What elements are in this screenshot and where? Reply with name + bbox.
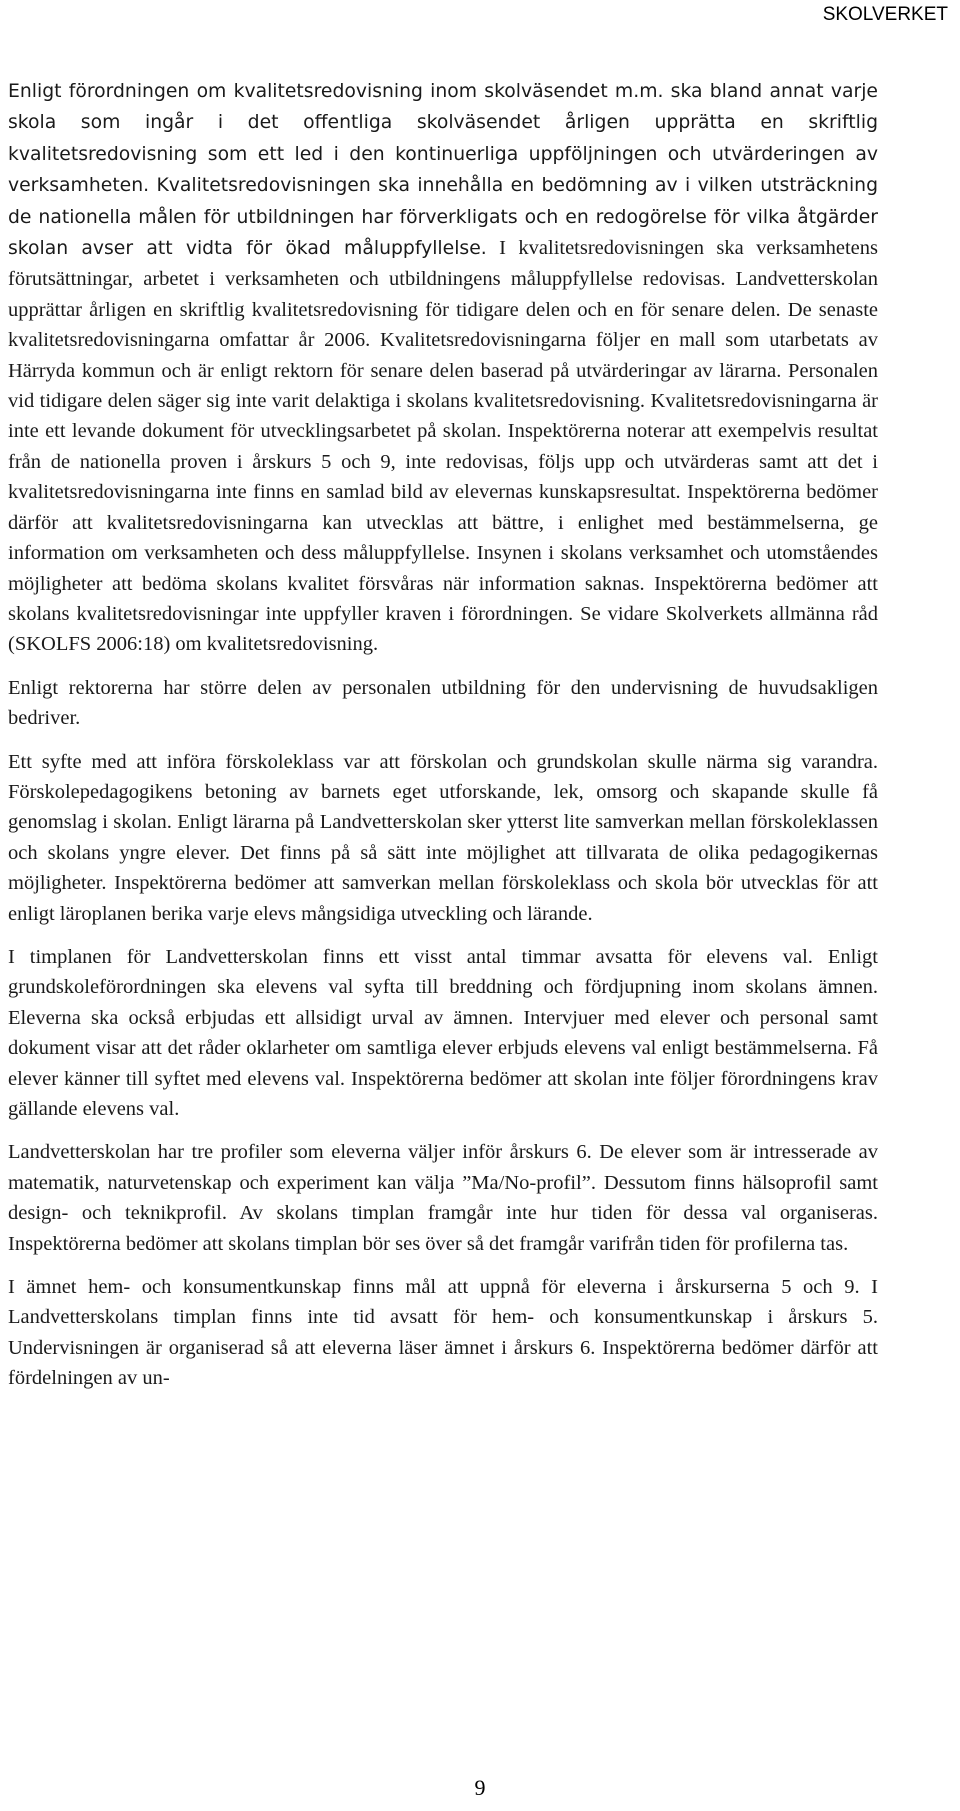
paragraph-quality-reporting-sans-part: Enligt förordningen om kvalitetsredovisning inom skolväsendet m.m. ska bland annat varje skola som ingår i det offentliga skolväsendet årligen upprätta en skriftlig kvalitetsredovisning som ett led i den kontinuerliga uppföljningen och utvärderingen av verksamheten. Kvalitetsredovisningen ska innehålla en bedömning av i vilken utsträckning de nationella målen för utbildningen har förverkligats och en redogörelse för vilka åtgärder skolan avser att vidta för ökad måluppfyllelse. xyxy=(8,81,878,260)
paragraph-preschool-class: Ett syfte med att införa förskoleklass var att förskolan och grundskolan skulle närma sig varandra. Förskolepedagogikens betoning av barnets eget utforskande, lek, omsorg och skapande skulle få genomslag i skolan. Enligt lärarna på Landvetterskolan sker ytterst lite samverkan mellan förskoleklassen och skolans yngre elever. Det finns på så sätt inte möjlighet att tillvarata de olika pedagogikernas möjligheter. Inspektörerna bedömer att samverkan mellan förskoleklass och skola bör utvecklas för att enligt läroplanen berika varje elevs mångsidiga utveckling och lärande. xyxy=(8,750,878,925)
paragraph-profiles: Landvetterskolan har tre profiler som eleverna väljer inför årskurs 6. De elever som är intresserade av matematik, naturvetenskap och experiment kan välja ”Ma/No-profil”. Dessutom finns hälsoprofil samt design- och teknikprofil. Av skolans timplan framgår inte hur tiden för dessa val organiseras. Inspektörerna bedömer att skolans timplan bör ses över så det framgår varifrån tiden för profilerna tas. xyxy=(8,1141,878,1255)
paragraph-home-economics: I ämnet hem- och konsumentkunskap finns mål att uppnå för eleverna i årskurserna 5 och 9. I Landvetterskolans timplan finns inte tid avsatt för hem- och konsumentkunskap i årskurs 5. Undervisningen är organiserad så att eleverna läser ämnet i årskurs 6. Inspektörerna bedömer därför att fördelningen av un- xyxy=(8,1276,878,1390)
page-number: 9 xyxy=(474,1775,486,1800)
header-label: SKOLVERKET xyxy=(822,4,948,25)
paragraph-staff-education: Enligt rektorerna har större delen av personalen utbildning för den undervisning de huvudsakligen bedriver. xyxy=(8,676,878,730)
paragraph-quality-reporting xyxy=(8,76,878,660)
paragraph-student-choice: I timplanen för Landvetterskolan finns ett visst antal timmar avsatta för elevens val. Enligt grundskoleförordningen ska elevens val syfta till breddning och fördjupning inom skolans ämnen. Eleverna ska också erbjudas ett allsidigt urval av ämnen. Intervjuer med elever och personal samt dokument visar att det råder oklarheter om samtliga elever erbjuds elevens val enligt bestämmelserna. Få elever känner till syftet med elevens val. Inspektörerna bedömer att skolan inte följer förordningens krav gällande elevens val. xyxy=(8,945,878,1120)
paragraph-quality-reporting-serif-part: I kvalitetsredovisningen ska verksamhetens förutsättningar, arbetet i verksamheten och utbildningens måluppfyllelse redovisas. Landvetterskolan upprättar årligen en skriftlig kvalitetsredovisning för tidigare delen och en för senare delen. De senaste kvalitetsredovisningarna omfattar år 2006. Kvalitetsredovisningarna följer en mall som utarbetats av Härryda kommun och är enligt rektorn för senare delen baserad på utvärderingar av lärarna. Personalen vid tidigare delen säger sig inte varit delaktiga i skolans kvalitetsredovisning. Kvalitetsredovisningarna är inte ett levande dokument för utvecklingsarbetet på skolan. Inspektörerna noterar att exempelvis resultat från de nationella proven i årskurs 5 och 9, inte redovisas, följs upp och utvärderas samt att det i kvalitetsredovisningarna inte finns en samlad bild av elevernas kunskapsresultat. Inspektörerna bedömer därför att kvalitetsredovisningarna kan utvecklas att bättre, i enlighet med bestämmelserna, ge information om verksamheten och dess måluppfyllelse. Insynen i skolans verksamhet och utomståendes möjligheter att bedöma skolans kvalitet försvåras när information saknas. Inspektörerna bedömer att skolans kvalitetsredovisningar inte uppfyller kraven i förordningen. Se vidare Skolverkets allmänna råd (SKOLFS 2006:18) om kvalitetsredovisning. xyxy=(8,237,878,656)
document-body xyxy=(8,76,878,1407)
